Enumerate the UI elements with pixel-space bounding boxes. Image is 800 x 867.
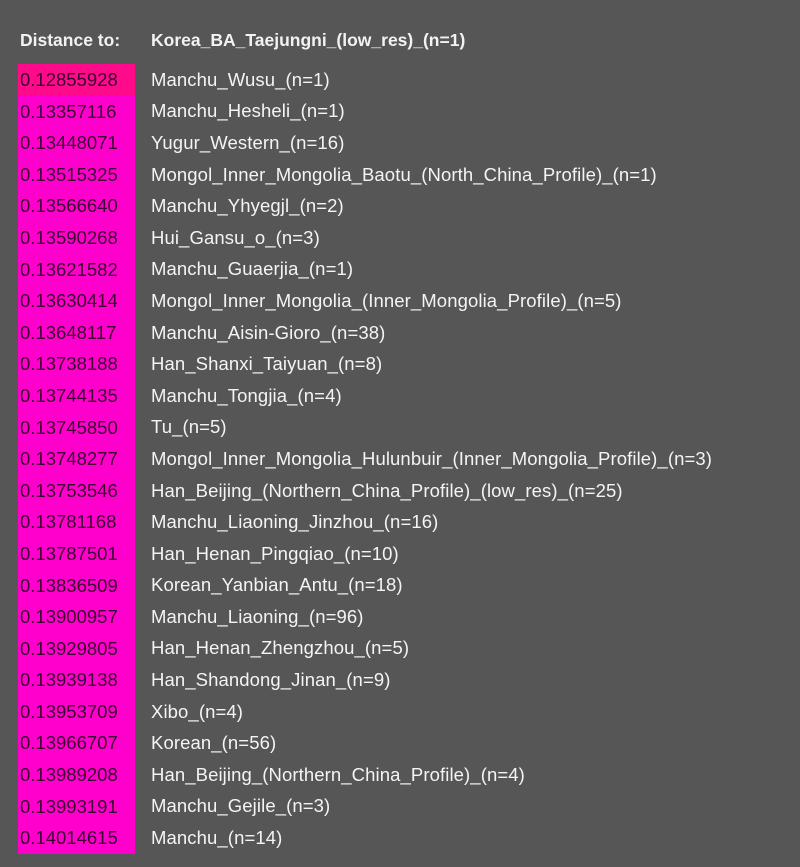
result-row [18, 633, 800, 665]
population-name: Han_Shandong_Jinan_(n=9) [151, 669, 391, 691]
distance-value: 0.13648117 [18, 317, 135, 349]
population-name: Han_Beijing_(Northern_China_Profile)_(low_res)_(n=25) [151, 479, 623, 501]
population-name: Manchu_Liaoning_(n=96) [151, 605, 364, 627]
distance-value: 0.14014615 [18, 822, 135, 854]
target-population: Korea_BA_Taejungni_(low_res)_(n=1) [151, 29, 466, 50]
distance-value: 0.13357116 [18, 96, 135, 128]
result-row [18, 443, 800, 475]
population-name: Tu_(n=5) [151, 416, 227, 438]
population-name: Han_Shanxi_Taiyuan_(n=8) [151, 353, 383, 375]
result-row [18, 601, 800, 633]
result-row [18, 822, 800, 854]
result-row [18, 285, 800, 317]
distance-value: 0.13738188 [18, 348, 135, 380]
result-row [18, 696, 800, 728]
distance-value: 0.13989208 [18, 759, 135, 791]
result-row [18, 190, 800, 222]
population-name: Manchu_Guaerjia_(n=1) [151, 258, 354, 280]
distance-header [20, 26, 465, 54]
distance-value: 0.13836509 [18, 570, 135, 602]
population-name: Manchu_Wusu_(n=1) [151, 68, 330, 90]
distance-value: 0.13900957 [18, 601, 135, 633]
distance-value: 0.13939138 [18, 664, 135, 696]
distance-value: 0.13621582 [18, 254, 135, 286]
distance-value: 0.13745850 [18, 412, 135, 444]
population-name: Han_Beijing_(Northern_China_Profile)_(n=4) [151, 763, 525, 785]
distance-results-list [18, 64, 800, 854]
result-row [18, 380, 800, 412]
distance-value: 0.13993191 [18, 791, 135, 823]
distance-value: 0.13953709 [18, 696, 135, 728]
population-name: Korean_(n=56) [151, 732, 277, 754]
population-name: Manchu_Hesheli_(n=1) [151, 100, 345, 122]
result-row [18, 254, 800, 286]
distance-value: 0.13630414 [18, 285, 135, 317]
distance-value: 0.13515325 [18, 159, 135, 191]
distance-value: 0.13566640 [18, 190, 135, 222]
distance-value: 0.13781168 [18, 506, 135, 538]
population-name: Manchu_Yhyegjl_(n=2) [151, 195, 344, 217]
population-name: Manchu_Gejile_(n=3) [151, 795, 331, 817]
distance-value: 0.13753546 [18, 475, 135, 507]
distance-value: 0.13744135 [18, 380, 135, 412]
population-name: Han_Henan_Zhengzhou_(n=5) [151, 637, 410, 659]
distance-value: 0.13966707 [18, 727, 135, 759]
result-row [18, 570, 800, 602]
population-name: Manchu_Liaoning_Jinzhou_(n=16) [151, 511, 439, 533]
result-row [18, 759, 800, 791]
distance-value: 0.12855928 [18, 64, 135, 96]
result-row [18, 412, 800, 444]
result-row [18, 506, 800, 538]
result-row [18, 727, 800, 759]
result-row [18, 159, 800, 191]
distance-value: 0.13748277 [18, 443, 135, 475]
distance-value: 0.13448071 [18, 127, 135, 159]
result-row [18, 664, 800, 696]
population-name: Yugur_Western_(n=16) [151, 131, 345, 153]
result-row [18, 64, 800, 96]
distance-value: 0.13590268 [18, 222, 135, 254]
distance-to-label: Distance to: [20, 29, 121, 50]
result-row [18, 791, 800, 823]
population-name: Mongol_Inner_Mongolia_Hulunbuir_(Inner_Mongolia_Profile)_(n=3) [151, 447, 713, 469]
population-name: Han_Henan_Pingqiao_(n=10) [151, 542, 399, 564]
result-row [18, 96, 800, 128]
distance-value: 0.13929805 [18, 633, 135, 665]
population-name: Mongol_Inner_Mongolia_Baotu_(North_China_Profile)_(n=1) [151, 163, 657, 185]
population-name: Manchu_Tongjia_(n=4) [151, 384, 342, 406]
population-name: Xibo_(n=4) [151, 700, 244, 722]
distance-value: 0.13787501 [18, 538, 135, 570]
result-row [18, 348, 800, 380]
result-row [18, 538, 800, 570]
population-name: Manchu_(n=14) [151, 827, 283, 849]
result-row [18, 127, 800, 159]
population-name: Manchu_Aisin-Gioro_(n=38) [151, 321, 386, 343]
population-name: Korean_Yanbian_Antu_(n=18) [151, 574, 403, 596]
result-row [18, 222, 800, 254]
population-name: Hui_Gansu_o_(n=3) [151, 226, 320, 248]
population-name: Mongol_Inner_Mongolia_(Inner_Mongolia_Profile)_(n=5) [151, 289, 622, 311]
result-row [18, 317, 800, 349]
result-row [18, 475, 800, 507]
